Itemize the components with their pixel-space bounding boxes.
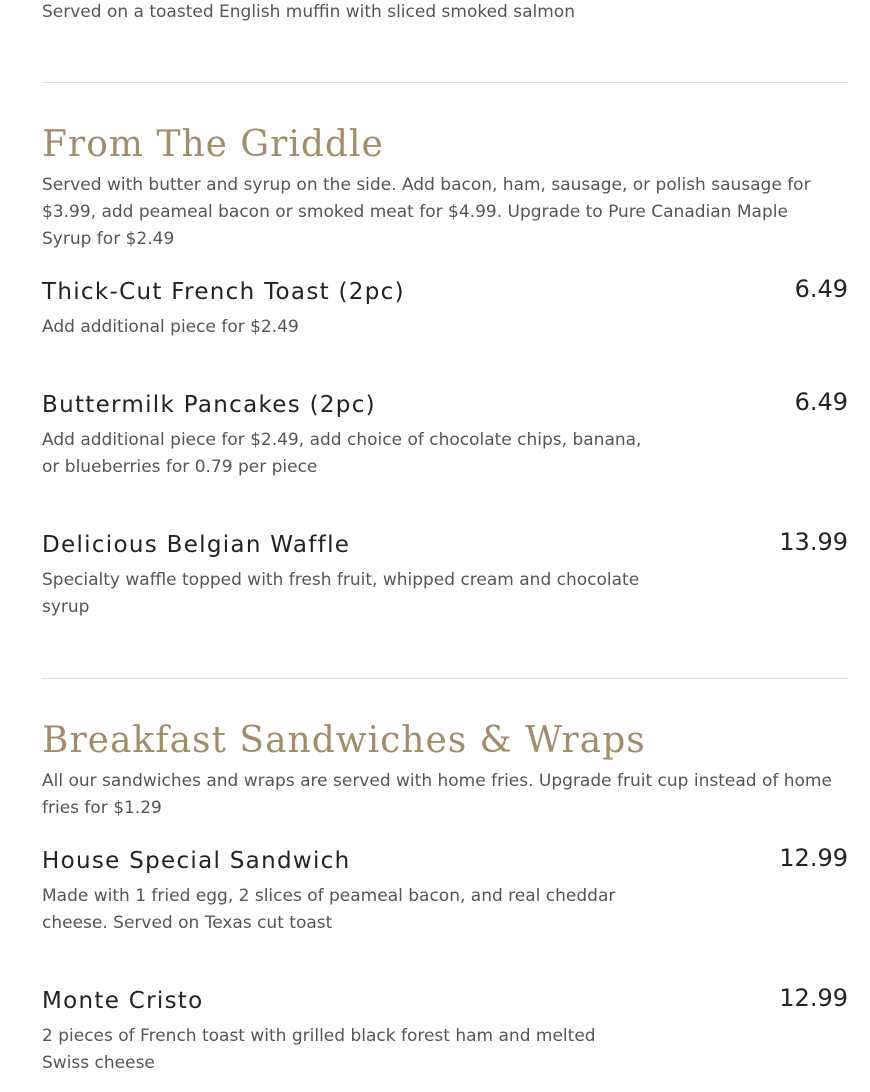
menu-item-name: Buttermilk Pancakes (2pc) bbox=[42, 392, 376, 418]
section-title-from-the-griddle: From The Griddle bbox=[42, 124, 384, 165]
menu-item-description: Add additional piece for $2.49, add choice of chocolate chips, banana, or blueberries for 0.79 per piece bbox=[42, 430, 642, 477]
menu-item-price: 6.49 bbox=[794, 388, 848, 416]
section-title-breakfast-sandwiches: Breakfast Sandwiches & Wraps bbox=[42, 720, 646, 761]
menu-item-price: 12.99 bbox=[779, 844, 848, 872]
previous-item-description: Served on a toasted English muffin with sliced smoked salmon bbox=[42, 2, 575, 22]
menu-item-price: 6.49 bbox=[794, 275, 848, 303]
menu-item-name: Monte Cristo bbox=[42, 988, 204, 1014]
menu-item-price: 12.99 bbox=[779, 984, 848, 1012]
menu-item-name: House Special Sandwich bbox=[42, 848, 351, 874]
menu-item-description: Add additional piece for $2.49 bbox=[42, 317, 299, 337]
section-divider bbox=[42, 82, 848, 83]
section-description-from-the-griddle: Served with butter and syrup on the side. Add bacon, ham, sausage, or polish sausage for $3.99, add peameal bacon or smoked meat for $4.99. Upgrade to Pure Canadian Maple Syrup for $2.49 bbox=[42, 175, 811, 249]
menu-item-name: Delicious Belgian Waffle bbox=[42, 532, 351, 558]
menu-item-description: Specialty waffle topped with fresh fruit, whipped cream and chocolate syrup bbox=[42, 570, 640, 617]
menu-item-description: 2 pieces of French toast with grilled black forest ham and melted Swiss cheese bbox=[42, 1026, 596, 1073]
menu-item-description: Made with 1 fried egg, 2 slices of peameal bacon, and real cheddar cheese. Served on Texas cut toast bbox=[42, 886, 616, 933]
menu-item-price: 13.99 bbox=[779, 528, 848, 556]
menu-item-name: Thick-Cut French Toast (2pc) bbox=[42, 279, 405, 305]
section-divider bbox=[42, 678, 848, 679]
section-description-breakfast-sandwiches: All our sandwiches and wraps are served with home fries. Upgrade fruit cup instead of home fries for $1.29 bbox=[42, 771, 832, 818]
